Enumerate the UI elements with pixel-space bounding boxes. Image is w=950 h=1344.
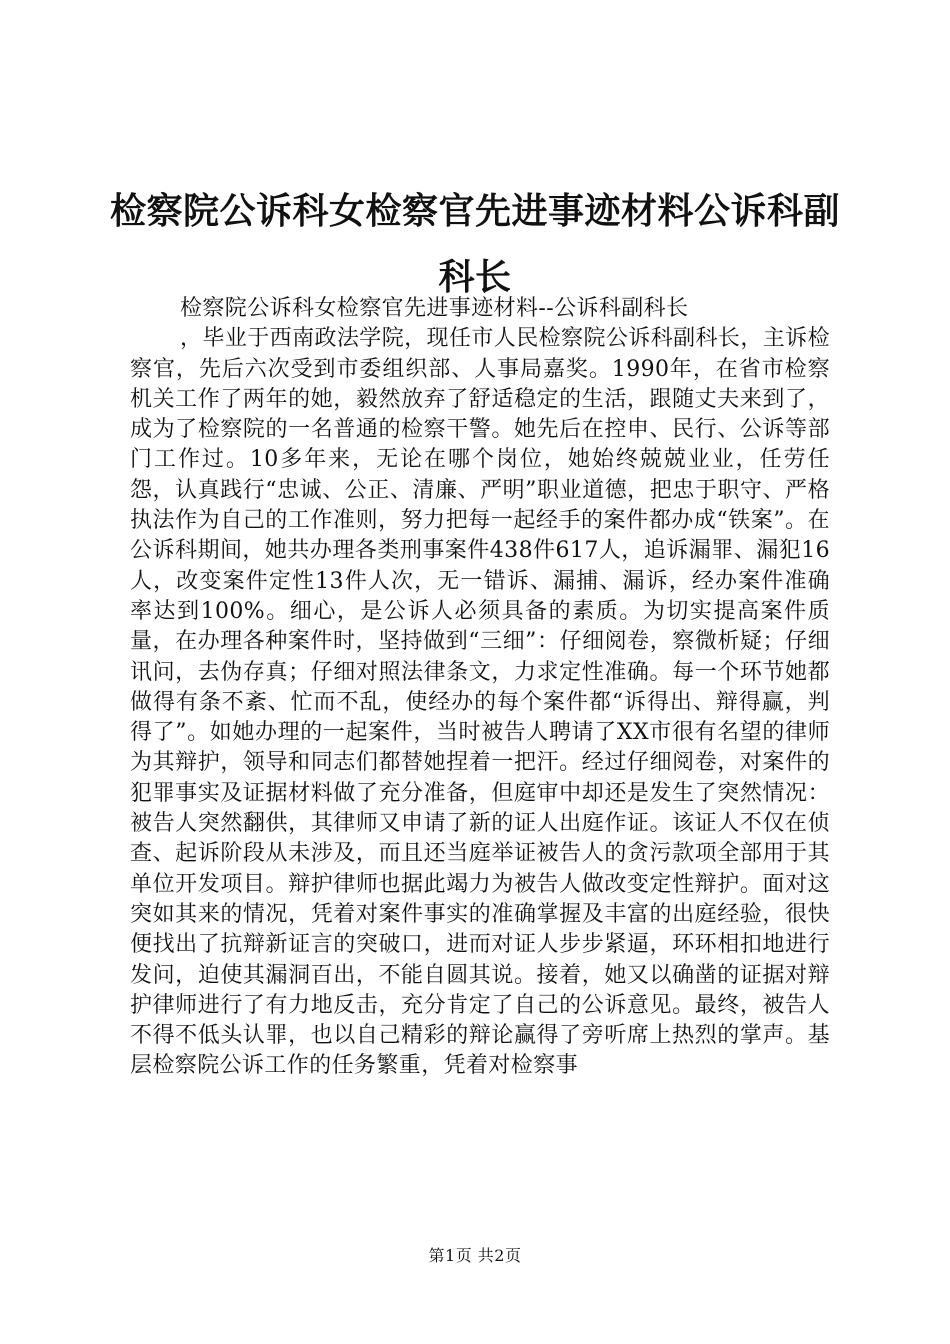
page-footer: 第1页 共2页 <box>428 1246 522 1265</box>
body-paragraph: ，毕业于西南政法学院，现任市人民检察院公诉科副科长，主诉检察官，先后六次受到市委组织部、人事局嘉奖。1990年，在省市检察机关工作了两年的她，毅然放弃了舒适稳定的生活，跟随丈夫来到了，成为了检察院的一名普通的检察干警。她先后在控申、民行、公诉等部门工作过。10多年来，无论在哪个岗位，她始终兢兢业业，任劳任怨，认真践行“忠诚、公正、清廉、严明”职业道德，把忠于职守、严格执法作为自己的工作准则，努力把每一起经手的案件都办成“铁案”。在公诉科期间，她共办理各类刑事案件438件617人，追诉漏罪、漏犯16人，改变案件定性13件人次，无一错诉、漏捕、漏诉，经办案件准确率达到100%。细心，是公诉人必须具备的素质。为切实提高案件质量，在办理各种案件时，坚持做到“三细”：仔细阅卷，察微析疑；仔细讯问，去伪存真；仔细对照法律条文，力求定性准确。每一个环节她都做得有条不紊、忙而不乱，使经办的每个案件都“诉得出、辩得赢，判得了”。如她办理的一起案件，当时被告人聘请了XX市很有名望的律师为其辩护，领导和同志们都替她捏着一把汗。经过仔细阅卷，对案件的犯罪事实及证据材料做了充分准备，但庭审中却还是发生了突然情况：被告人突然翻供，其律师又申请了新的证人出庭作证。该证人不仅在侦查、起诉阶段从未涉及，而且还当庭举证被告人的贪污款项全部用于其单位开发项目。辩护律师也据此竭力为被告人做改变定性辩护。面对这突如其来的情况，凭着对案件事实的准确掌握及丰富的出庭经验，很快便找出了抗辩新证言的突破口，进而对证人步步紧逼，环环相扣地进行发问，迫使其漏洞百出，不能自圆其说。接着，她又以确凿的证据对辩护律师进行了有力地反击，充分肯定了自己的公诉意见。最终，被告人不得不低头认罪，也以自己精彩的辩论赢得了旁听席上热烈的掌声。基层检察院公诉工作的任务繁重，凭着对检察事 <box>130 326 830 1079</box>
subtitle-line: 检察院公诉科女检察官先进事迹材料--公诉科副科长 <box>180 296 689 321</box>
document-body <box>130 294 830 1082</box>
document-title: 检察院公诉科女检察官先进事迹材料公诉科副科长 <box>110 190 841 298</box>
